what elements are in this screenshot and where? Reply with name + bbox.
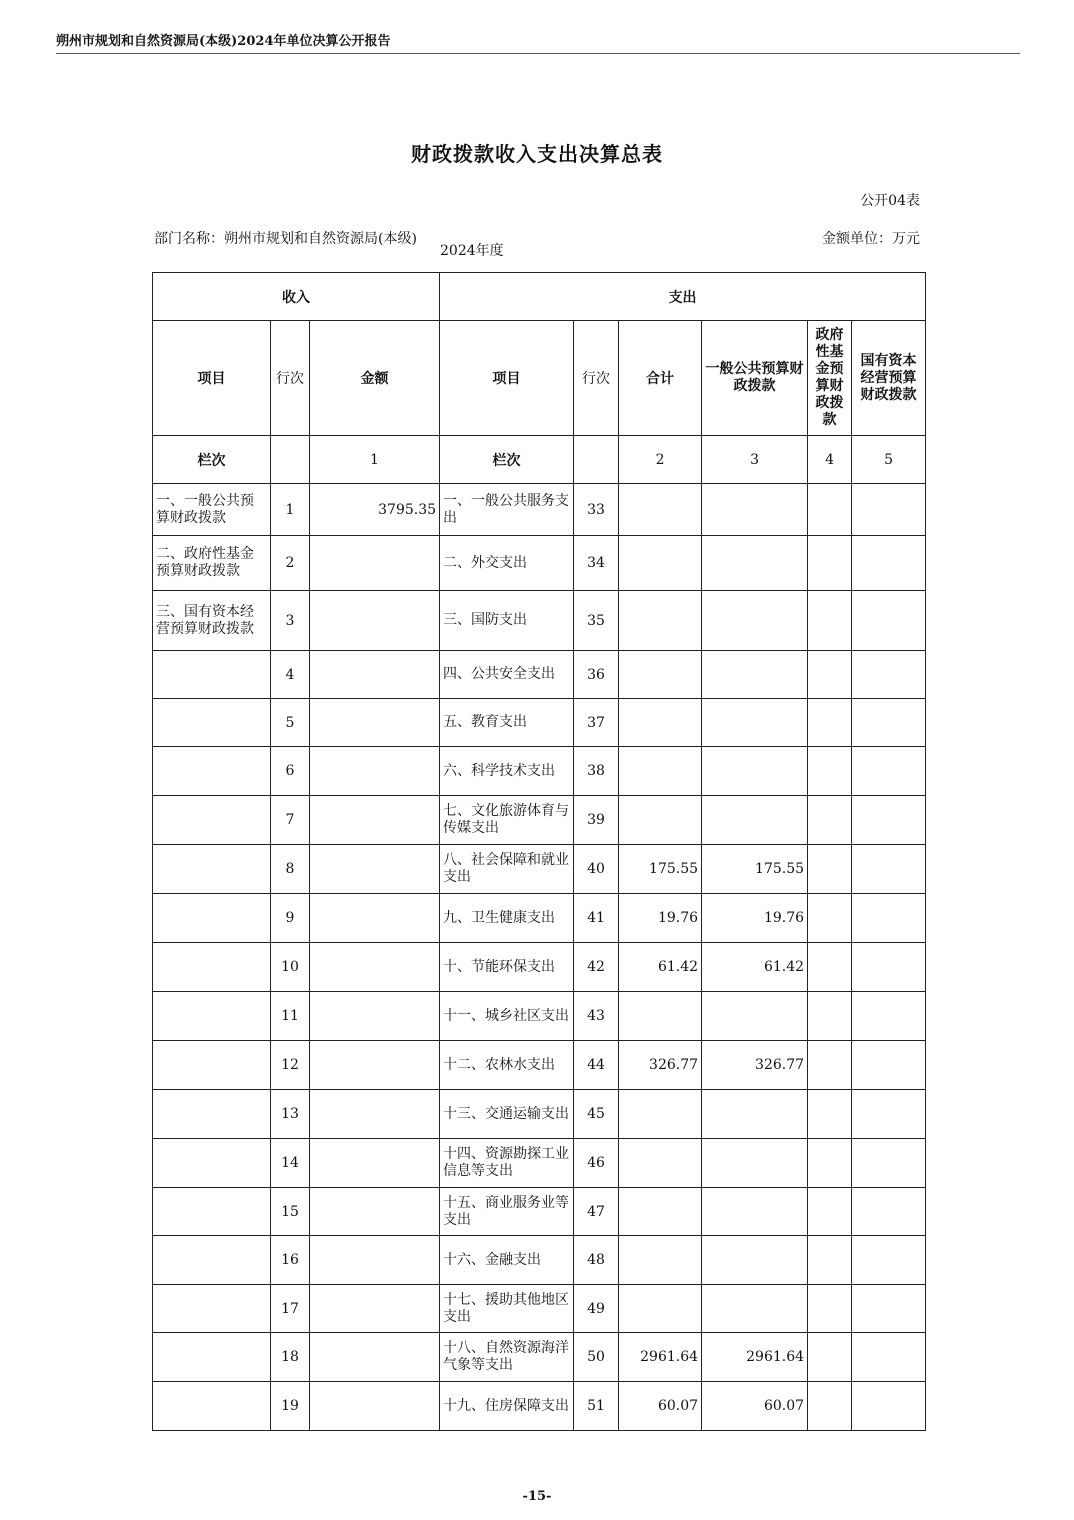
soe-capital-amount: [852, 591, 926, 651]
income-row-no: 10: [271, 943, 310, 992]
income-item: [153, 1041, 271, 1090]
income-row-no: 1: [271, 484, 310, 536]
gov-fund-amount: [808, 992, 852, 1041]
table-row: [153, 845, 926, 894]
expense-item: 五、教育支出: [440, 699, 574, 747]
expense-item-header: 项目: [440, 321, 574, 436]
report-header-title: 朔州市规划和自然资源局(本级)2024年单位决算公开报告: [56, 34, 391, 49]
soe-capital-amount: [852, 1090, 926, 1139]
income-group-header: 收入: [153, 273, 440, 321]
soe-capital-amount: [852, 1236, 926, 1285]
total-amount: 60.07: [619, 1382, 702, 1431]
expense-row-no: 50: [574, 1333, 619, 1382]
expense-row-no: 37: [574, 699, 619, 747]
gov-fund-amount: [808, 943, 852, 992]
gov-fund-amount: [808, 1285, 852, 1333]
income-row-no: 2: [271, 536, 310, 591]
income-row-no: 4: [271, 651, 310, 699]
expense-item: 十三、交通运输支出: [440, 1090, 574, 1139]
expense-row-no: 46: [574, 1139, 619, 1188]
expense-group-header: 支出: [440, 273, 926, 321]
general-budget-amount: [702, 651, 808, 699]
expense-item: 十九、住房保障支出: [440, 1382, 574, 1431]
general-budget-amount: [702, 1139, 808, 1188]
general-budget-amount: 61.42: [702, 943, 808, 992]
gov-fund-amount: [808, 1041, 852, 1090]
general-budget-amount: [702, 591, 808, 651]
income-item: [153, 1139, 271, 1188]
total-amount: 175.55: [619, 845, 702, 894]
expense-row-no: 34: [574, 536, 619, 591]
income-item: 三、国有资本经营预算财政拨款: [153, 591, 271, 651]
table-row: [153, 484, 926, 536]
amount-unit: 金额单位：万元: [822, 231, 920, 247]
income-item: [153, 699, 271, 747]
soe-capital-amount: [852, 992, 926, 1041]
expense-item: 七、文化旅游体育与传媒支出: [440, 796, 574, 845]
income-amount: [310, 1333, 440, 1382]
expense-row-no: 41: [574, 894, 619, 943]
expense-row-no: 36: [574, 651, 619, 699]
income-item: [153, 1090, 271, 1139]
general-budget-amount: 19.76: [702, 894, 808, 943]
general-budget-amount: [702, 992, 808, 1041]
income-amount: 3795.35: [310, 484, 440, 536]
table-row: [153, 894, 926, 943]
total-amount: 2961.64: [619, 1333, 702, 1382]
expense-item: 十四、资源勘探工业信息等支出: [440, 1139, 574, 1188]
total-amount: [619, 1285, 702, 1333]
expense-row-no: 40: [574, 845, 619, 894]
table-row: [153, 651, 926, 699]
total-amount: [619, 1139, 702, 1188]
income-item-header: 项目: [153, 321, 271, 436]
soe-capital-amount: [852, 699, 926, 747]
expense-row-no: 42: [574, 943, 619, 992]
general-budget-amount: 326.77: [702, 1041, 808, 1090]
total-amount: [619, 591, 702, 651]
soe-capital-amount: [852, 1382, 926, 1431]
gov-fund-amount: [808, 591, 852, 651]
income-amount: [310, 536, 440, 591]
soe-capital-amount: [852, 1188, 926, 1236]
table-row: [153, 943, 926, 992]
expense-item: 二、外交支出: [440, 536, 574, 591]
expense-row-no: 43: [574, 992, 619, 1041]
income-item: [153, 894, 271, 943]
income-item: [153, 1285, 271, 1333]
total-amount: [619, 796, 702, 845]
total-amount: 19.76: [619, 894, 702, 943]
page-number: -15-: [522, 1489, 552, 1504]
expense-row-no: 33: [574, 484, 619, 536]
soe-capital-amount: [852, 943, 926, 992]
column-index-label: 栏次: [153, 436, 271, 484]
expense-item: 十一、城乡社区支出: [440, 992, 574, 1041]
department-name: 部门名称：朔州市规划和自然资源局(本级): [154, 231, 417, 247]
soe-capital-amount: [852, 1139, 926, 1188]
total-amount: [619, 484, 702, 536]
income-amount: [310, 699, 440, 747]
table-row: [153, 1090, 926, 1139]
table-row: [153, 992, 926, 1041]
income-row-no-header: 行次: [271, 321, 310, 436]
table-row: [153, 591, 926, 651]
table-row: [153, 796, 926, 845]
expense-item: 九、卫生健康支出: [440, 894, 574, 943]
form-code: 公开04表: [860, 193, 920, 209]
expense-item: 十、节能环保支出: [440, 943, 574, 992]
expense-row-no: 35: [574, 591, 619, 651]
general-budget-amount: [702, 1236, 808, 1285]
table-row: [153, 1139, 926, 1188]
total-amount: [619, 699, 702, 747]
column-index-3: 3: [702, 436, 808, 484]
gov-fund-header: 政府性基金预算财政拨款: [808, 321, 852, 436]
table-row: [153, 747, 926, 796]
income-row-no: 16: [271, 1236, 310, 1285]
column-index-5: 5: [852, 436, 926, 484]
income-amount: [310, 1236, 440, 1285]
soe-capital-amount: [852, 1285, 926, 1333]
income-amount: [310, 845, 440, 894]
general-budget-amount: [702, 699, 808, 747]
total-amount: [619, 1236, 702, 1285]
expense-item: 十七、援助其他地区支出: [440, 1285, 574, 1333]
table-title: 财政拨款收入支出决算总表: [411, 142, 663, 166]
income-row-no: 14: [271, 1139, 310, 1188]
expense-row-no: 49: [574, 1285, 619, 1333]
expense-item: 十八、自然资源海洋气象等支出: [440, 1333, 574, 1382]
income-row-no: 6: [271, 747, 310, 796]
table-row: [153, 1333, 926, 1382]
income-row-no: 12: [271, 1041, 310, 1090]
income-amount: [310, 591, 440, 651]
income-row-no: 15: [271, 1188, 310, 1236]
total-amount: [619, 1090, 702, 1139]
expense-row-no: 51: [574, 1382, 619, 1431]
income-row-no: 7: [271, 796, 310, 845]
income-amount: [310, 747, 440, 796]
general-budget-amount: 175.55: [702, 845, 808, 894]
table-row: [153, 699, 926, 747]
general-budget-amount: [702, 1188, 808, 1236]
income-row-no: 19: [271, 1382, 310, 1431]
total-amount: [619, 992, 702, 1041]
income-item: [153, 1236, 271, 1285]
table-row: [153, 1041, 926, 1090]
soe-capital-amount: [852, 894, 926, 943]
income-amount: [310, 1285, 440, 1333]
income-amount-header: 金额: [310, 321, 440, 436]
income-amount: [310, 943, 440, 992]
total-amount: [619, 651, 702, 699]
income-amount: [310, 894, 440, 943]
expense-item: 三、国防支出: [440, 591, 574, 651]
expense-item: 十五、商业服务业等支出: [440, 1188, 574, 1236]
table-row: [153, 536, 926, 591]
general-budget-amount: 2961.64: [702, 1333, 808, 1382]
income-row-no: 5: [271, 699, 310, 747]
table-row: [153, 1236, 926, 1285]
soe-capital-amount: [852, 845, 926, 894]
soe-capital-amount: [852, 651, 926, 699]
expense-item: 八、社会保障和就业支出: [440, 845, 574, 894]
gov-fund-amount: [808, 1333, 852, 1382]
expense-row-no: 38: [574, 747, 619, 796]
income-amount: [310, 992, 440, 1041]
expense-row-no: 48: [574, 1236, 619, 1285]
income-item: [153, 651, 271, 699]
income-amount: [310, 1188, 440, 1236]
income-amount: [310, 796, 440, 845]
header-divider: [56, 53, 1020, 54]
general-budget-amount: 60.07: [702, 1382, 808, 1431]
income-amount: [310, 1139, 440, 1188]
income-row-no: 9: [271, 894, 310, 943]
gov-fund-amount: [808, 651, 852, 699]
soe-capital-amount: [852, 1333, 926, 1382]
general-budget-amount: [702, 1090, 808, 1139]
income-row-no: 18: [271, 1333, 310, 1382]
total-amount: 326.77: [619, 1041, 702, 1090]
gov-fund-amount: [808, 699, 852, 747]
expense-row-no-header: 行次: [574, 321, 619, 436]
gov-fund-amount: [808, 1188, 852, 1236]
soe-capital-header: 国有资本经营预算财政拨款: [852, 321, 926, 436]
gov-fund-amount: [808, 1139, 852, 1188]
total-header: 合计: [619, 321, 702, 436]
income-row-no: 8: [271, 845, 310, 894]
soe-capital-amount: [852, 747, 926, 796]
expense-item: 十二、农林水支出: [440, 1041, 574, 1090]
gov-fund-amount: [808, 894, 852, 943]
gov-fund-amount: [808, 1382, 852, 1431]
expense-item: 十六、金融支出: [440, 1236, 574, 1285]
expense-item: 六、科学技术支出: [440, 747, 574, 796]
column-index-blank: [271, 436, 310, 484]
expense-item: 一、一般公共服务支出: [440, 484, 574, 536]
expense-row-no: 47: [574, 1188, 619, 1236]
total-amount: 61.42: [619, 943, 702, 992]
expense-row-no: 44: [574, 1041, 619, 1090]
soe-capital-amount: [852, 484, 926, 536]
total-amount: [619, 747, 702, 796]
fiscal-year: 2024年度: [440, 243, 504, 259]
income-item: [153, 943, 271, 992]
income-item: 一、一般公共预算财政拨款: [153, 484, 271, 536]
general-budget-amount: [702, 796, 808, 845]
general-budget-amount: [702, 747, 808, 796]
general-budget-amount: [702, 1285, 808, 1333]
soe-capital-amount: [852, 1041, 926, 1090]
income-item: [153, 1333, 271, 1382]
income-amount: [310, 1090, 440, 1139]
column-index-label-expense: 栏次: [440, 436, 574, 484]
total-amount: [619, 1188, 702, 1236]
fiscal-summary-table: [152, 272, 926, 1431]
income-item: 二、政府性基金预算财政拨款: [153, 536, 271, 591]
income-item: [153, 845, 271, 894]
income-item: [153, 992, 271, 1041]
general-budget-amount: [702, 536, 808, 591]
income-item: [153, 1188, 271, 1236]
income-amount: [310, 1041, 440, 1090]
expense-item: 四、公共安全支出: [440, 651, 574, 699]
gov-fund-amount: [808, 845, 852, 894]
table-row: [153, 1188, 926, 1236]
income-row-no: 17: [271, 1285, 310, 1333]
income-amount: [310, 651, 440, 699]
gov-fund-amount: [808, 796, 852, 845]
soe-capital-amount: [852, 796, 926, 845]
gov-fund-amount: [808, 1236, 852, 1285]
income-item: [153, 796, 271, 845]
income-amount: [310, 1382, 440, 1431]
expense-row-no: 45: [574, 1090, 619, 1139]
column-index-blank-expense: [574, 436, 619, 484]
income-item: [153, 1382, 271, 1431]
gov-fund-amount: [808, 536, 852, 591]
gov-fund-amount: [808, 747, 852, 796]
column-index-4: 4: [808, 436, 852, 484]
gov-fund-amount: [808, 1090, 852, 1139]
income-row-no: 13: [271, 1090, 310, 1139]
income-item: [153, 747, 271, 796]
soe-capital-amount: [852, 536, 926, 591]
income-row-no: 3: [271, 591, 310, 651]
table-row: [153, 1382, 926, 1431]
column-index-2: 2: [619, 436, 702, 484]
general-budget-amount: [702, 484, 808, 536]
expense-row-no: 39: [574, 796, 619, 845]
general-budget-header: 一般公共预算财政拨款: [702, 321, 808, 436]
table-row: [153, 1285, 926, 1333]
income-row-no: 11: [271, 992, 310, 1041]
gov-fund-amount: [808, 484, 852, 536]
total-amount: [619, 536, 702, 591]
column-index-1: 1: [310, 436, 440, 484]
